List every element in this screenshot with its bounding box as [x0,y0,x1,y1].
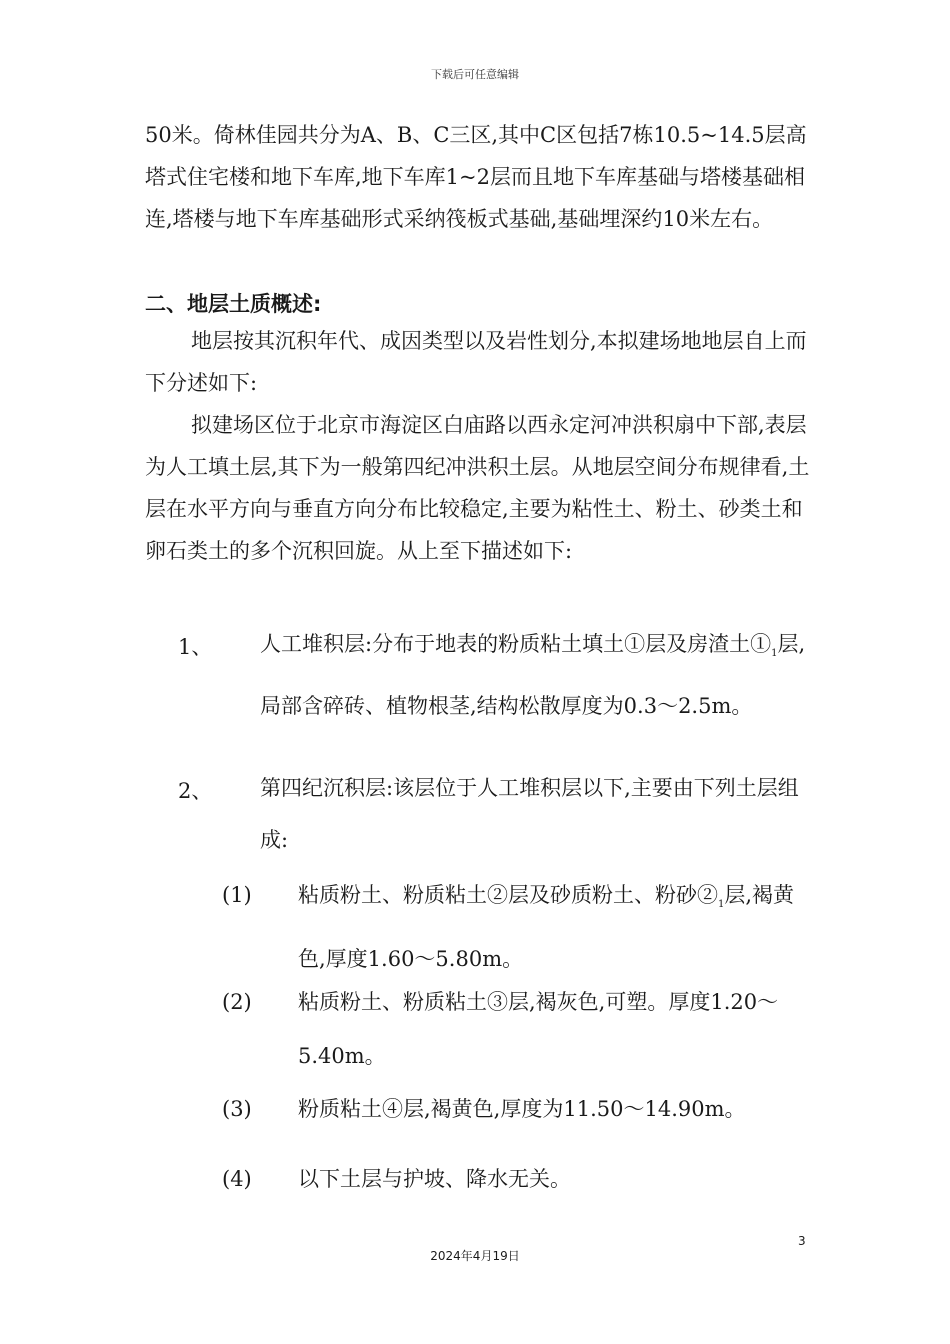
page-header: 下载后可任意编辑 [431,68,519,81]
sub-item-layer-4: 粉质粘土④层,褐黄色,厚度为11.50～14.90m。 [298,1097,746,1121]
sub-item-number: (2) [222,990,252,1014]
subscript: 1 [718,899,725,911]
list-item-number: 2、 [178,779,213,803]
list-item-number: 1、 [178,635,213,659]
sub-item-layer-3: 粘质粉土、粉质粘土③层,褐灰色,可塑。厚度1.20～5.40m。 [298,990,779,1068]
paragraph-strata-intro: 地层按其沉积年代、成因类型以及岩性划分,本拟建场地地层自上而下分述如下: [145,329,807,395]
sub-item-layer-2 [298,868,813,986]
sub-item-number: (3) [222,1097,252,1121]
sub-item-text: 粘质粉土、粉质粘土②层及砂质粉土、粉砂② [298,883,718,907]
list-item-artificial-fill [260,618,810,732]
sub-item-text: 层,褐黄色,厚度1.60～5.80m。 [298,883,795,972]
list-item-text: 层,局部含碎砖、植物根茎,结构松散厚度为0.3～2.5m。 [260,632,806,719]
subscript: 1 [771,648,778,660]
section-heading: 二、地层土质概述: [145,292,322,316]
sub-item-number: (4) [222,1167,252,1191]
paragraph-project-overview: 50米。倚林佳园共分为A、B、C三区,其中C区包括7栋10.5~14.5层高塔式住宅楼和地下车库,地下车库1~2层而且地下车库基础与塔楼基础相连,塔楼与地下车库基础形式采纳筏板式基础,基础埋深约10米左右。 [145,123,807,231]
list-item-quaternary-deposit: 第四纪沉积层:该层位于人工堆积层以下,主要由下列土层组成: [260,776,799,852]
sub-item-number: (1) [222,883,252,907]
page-footer-date: 2024年4月19日 [430,1249,520,1263]
list-item-text: 人工堆积层:分布于地表的粉质粘土填土①层及房渣土① [260,632,772,656]
sub-item-lower-layers: 以下土层与护坡、降水无关。 [298,1167,571,1191]
paragraph-site-description: 拟建场区位于北京市海淀区白庙路以西永定河冲洪积扇中下部,表层为人工填土层,其下为一般第四纪冲洪积土层。从地层空间分布规律看,土层在水平方向与垂直方向分布比较稳定,主要为粘性土、粉土、砂类土和卵石类土的多个沉积回旋。从上至下描述如下: [145,413,810,563]
page-number: 3 [798,1234,806,1248]
